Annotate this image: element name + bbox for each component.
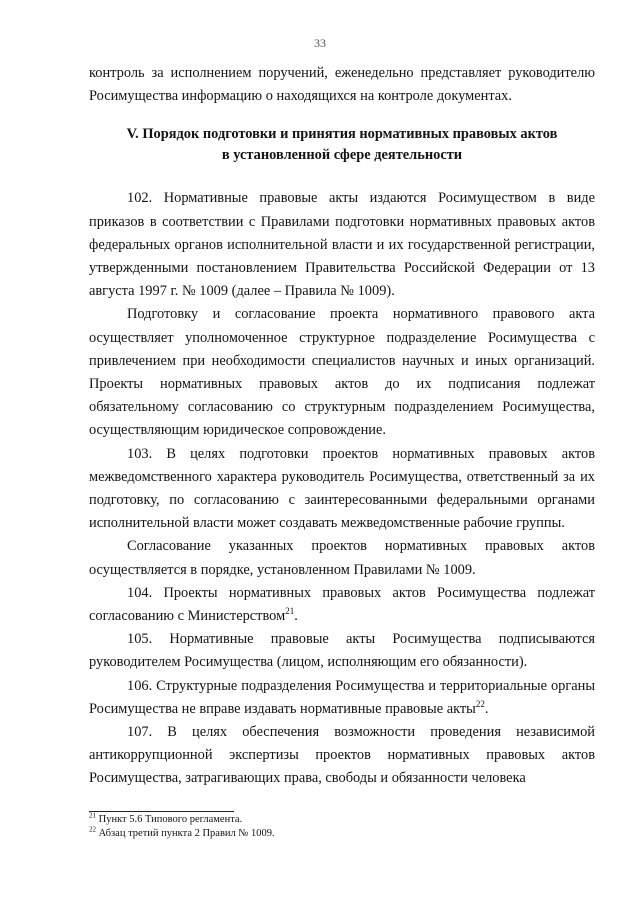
section-heading-line-2: в установленной сфере деятельности	[221, 147, 463, 164]
footnote-number: 22	[89, 825, 96, 834]
paragraph-106-text: 106. Структурные подразделения Росимущества и территориальные органы Росимущества не вправе издавать нормативные правовые акты	[89, 677, 595, 717]
footnote-ref-22[interactable]: 22	[475, 699, 485, 710]
paragraph-102-continued: Подготовку и согласование проекта нормативного правового акта осуществляет уполномоченное структурное подразделение Росимущества с привлечением при необходимости специалистов научных и иных организаций. Проекты нормативных правовых актов до их подписания подлежат обязательному согласованию со структурным подразделением Росимущества, осуществляющим юридическое сопровождение.	[89, 306, 595, 439]
footnote-ref-21[interactable]: 21	[285, 606, 295, 617]
footnote-number: 21	[89, 811, 96, 820]
footnote-text: Абзац третий пункта 2 Правил № 1009.	[96, 828, 275, 839]
paragraph-102: 102. Нормативные правовые акты издаются Росимуществом в виде приказов в соответствии с Правилами подготовки нормативных правовых актов федеральных органов исполнительной власти и их государственной регистрации, утвержденными постановлением Правительства Российской Федерации от 13 августа 1997 г. № 1009 (далее – Правила № 1009).	[89, 190, 595, 300]
footnotes	[89, 813, 595, 841]
paragraph-103-continued: Согласование указанных проектов нормативных правовых актов осуществляется в порядке, установленном Правилами № 1009.	[89, 538, 595, 578]
footnote-22	[89, 827, 595, 841]
paragraph-107: 107. В целях обеспечения возможности проведения независимой антикоррупционной экспертизы проектов нормативных правовых актов Росимущества, затрагивающих права, свободы и обязанности человека	[89, 724, 595, 787]
paragraph-106	[89, 675, 595, 721]
continuation-paragraph: контроль за исполнением поручений, еженедельно представляет руководителю Росимущества информацию о находящихся на контроле документах.	[89, 65, 595, 105]
page-number: 33	[314, 36, 326, 50]
text-body	[89, 62, 595, 791]
paragraph-104-text: 104. Проекты нормативных правовых актов Росимущества подлежат согласованию с Министерством	[89, 584, 595, 625]
footnote-divider	[89, 811, 234, 812]
section-heading-line-1: V. Порядок подготовки и принятия нормативных правовых актов	[126, 126, 558, 143]
paragraph-104-end: .	[294, 608, 298, 625]
footnote-21	[89, 813, 595, 827]
paragraph-103: 103. В целях подготовки проектов нормативных правовых актов межведомственного характера руководитель Росимущества, ответственный за их подготовку, по согласованию с заинтересованными федеральными органами исполнительной власти может создавать межведомственные рабочие группы.	[89, 445, 595, 532]
section-heading	[89, 124, 595, 166]
paragraph-104	[89, 582, 595, 628]
paragraph-105: 105. Нормативные правовые акты Росимущества подписываются руководителем Росимущества (лицом, исполняющим его обязанности).	[89, 631, 595, 671]
paragraph-106-end: .	[484, 700, 489, 717]
footnote-text: Пункт 5.6 Типового регламента.	[96, 814, 243, 825]
